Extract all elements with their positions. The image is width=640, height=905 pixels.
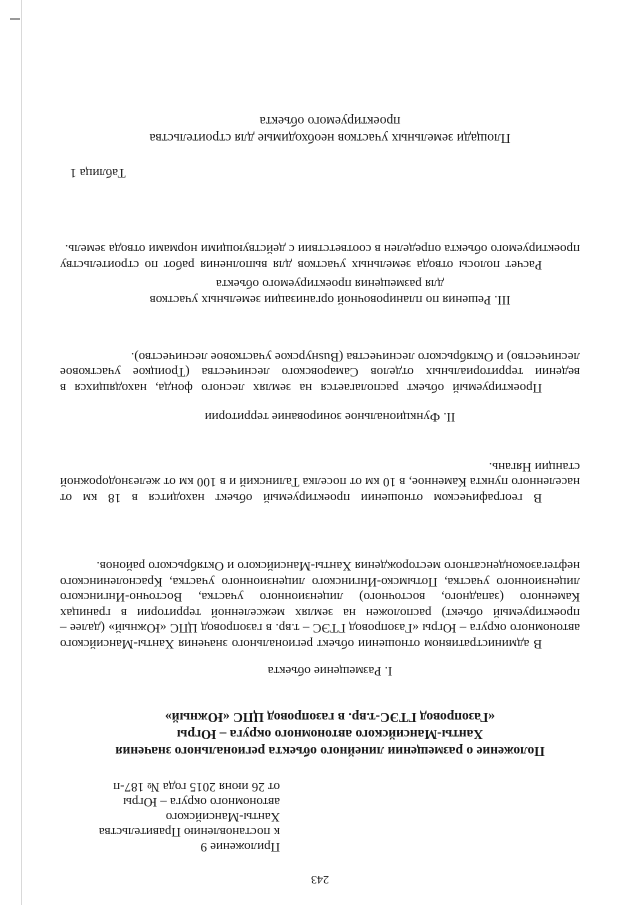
table-title-line-2: проектируемого объекта	[259, 114, 401, 129]
title-line-3: «Газопровод ГТЭС-т.вр. в газопровод ЦПС «Южный»	[165, 710, 495, 725]
document-title	[60, 709, 600, 760]
approval-block	[30, 780, 280, 855]
table-title-line-1: Площади земельных участков необходимые для строительства	[149, 131, 511, 146]
section-heading-1: I. Размещение объекта	[267, 664, 393, 679]
paragraph-right-of-way: Расчет полосы отвода земельных участков для выполнения работ по строительству проектируемого объекта определен в соответствии с действующими нормами отвода земель.	[60, 242, 580, 273]
table-label: Таблица 1	[70, 166, 126, 181]
section-heading-3	[60, 276, 600, 308]
paragraph-geography: В географическом отношении проектируемый объект находится в 18 км от населенного пункта Каменное, в 10 км от поселка Талинский и в 100 км от железнодорожной станции Нягань.	[60, 459, 580, 506]
title-line-2: Ханты-Мансийского автономного округа – Югры	[176, 727, 484, 742]
page-number: 243	[311, 873, 329, 887]
table-title	[60, 113, 600, 147]
section-heading-2: II. Функциональное зонирование территории	[204, 410, 456, 425]
scan-mark	[10, 18, 20, 20]
paragraph-forest-lands: Проектируемый объект располагается на землях лесного фонда, находящихся в ведении территориальных отделов Самаровского лесничества (Троицкое участковое лесничество) и Октябрьского лесничества (Busнурское участковое лесничество).	[60, 349, 580, 396]
approval-line-3: Ханты-Мансийского	[165, 810, 280, 825]
title-line-1: Положение о размещении линейного объекта регионального значения	[115, 744, 545, 759]
section-heading-3-line-1: III. Решения по планировочной организации земельных участков	[149, 293, 511, 308]
approval-line-5: от 26 июня 2015 года № 187-п	[113, 780, 280, 795]
approval-line-4: автономного округа – Югры	[123, 795, 280, 810]
section-heading-3-line-2: для размещения проектируемого объекта	[215, 277, 445, 292]
approval-line-2: к постановлению Правительства	[98, 825, 280, 840]
approval-line-1: Приложение 9	[200, 840, 280, 855]
scan-edge-line	[21, 0, 22, 905]
paragraph-placement: В административном отношении объект регионального значения Ханты-Мансийского автономного округа – Югры «Газопровод ГТЭС – т.вр. в газопровод ЦПС «Южный» (далее – проектируемый объект) расположен на землях межселенной территории в границах Каменного (западного, восточного) лицензионного участка, Восточно-Ингинского лицензионного участка, Потымско-Ингинского лицензионного участка, Красноленинского нефтегазоконденсатного месторождения Ханты-Мансийского и Октябрьского районов.	[60, 559, 580, 652]
